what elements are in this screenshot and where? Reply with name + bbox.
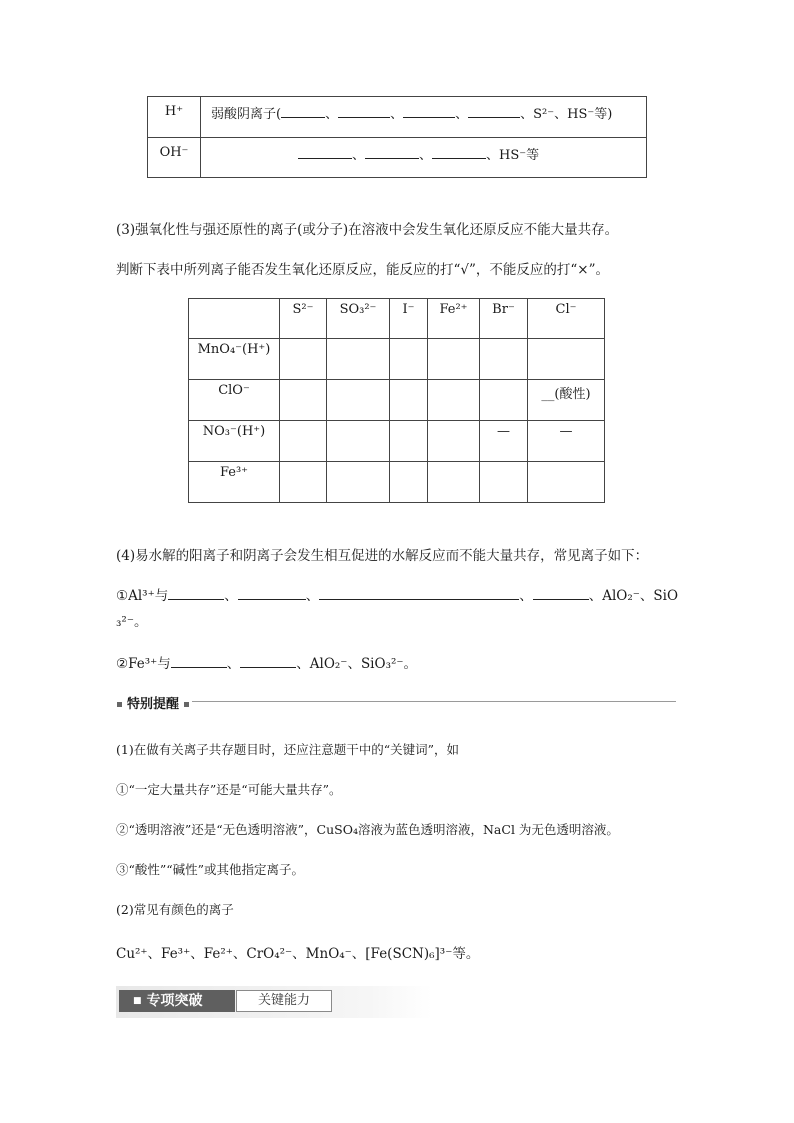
square-bullet-icon xyxy=(184,702,189,707)
blank-field[interactable] xyxy=(298,145,352,159)
reminder-header xyxy=(112,693,194,712)
table-row xyxy=(189,462,605,503)
header-cell: I⁻ xyxy=(390,299,428,339)
ion-cell: H⁺ xyxy=(148,97,201,138)
separator: 、 xyxy=(352,148,366,163)
answer-cell[interactable] xyxy=(428,380,480,421)
item-2-line xyxy=(116,652,417,672)
header-row xyxy=(189,299,605,339)
answer-cell[interactable] xyxy=(480,380,528,421)
blank-field[interactable] xyxy=(533,586,589,600)
answer-cell[interactable] xyxy=(327,380,390,421)
header-cell: Cl⁻ xyxy=(528,299,605,339)
section-banner-subtitle: 关键能力 xyxy=(236,990,332,1012)
answer-cell[interactable] xyxy=(428,421,480,462)
blank-field[interactable] xyxy=(171,654,227,668)
answer-cell[interactable] xyxy=(480,339,528,380)
item-2-prefix: ②Fe³⁺与 xyxy=(116,656,171,672)
square-marker-icon: ■ xyxy=(133,996,142,1006)
answer-cell[interactable] xyxy=(480,462,528,503)
blank-field[interactable] xyxy=(403,104,455,118)
answer-cell[interactable] xyxy=(528,339,605,380)
row-tail: 、S²⁻、HS⁻等) xyxy=(520,107,613,122)
content-cell xyxy=(201,97,647,138)
content-cell xyxy=(201,138,647,178)
blank-field[interactable] xyxy=(168,586,224,600)
section-banner-title xyxy=(119,990,235,1012)
answer-cell[interactable]: __(酸性) xyxy=(528,380,605,421)
separator: 、 xyxy=(455,107,469,122)
blank-field[interactable] xyxy=(240,654,296,668)
row-label: NO₃⁻(H⁺) xyxy=(189,421,280,462)
banner-title-text: 专项突破 xyxy=(146,993,203,1009)
separator: 、 xyxy=(305,588,320,604)
divider xyxy=(192,701,676,702)
answer-cell[interactable] xyxy=(390,462,428,503)
answer-cell[interactable] xyxy=(280,380,327,421)
row-label: Fe³⁺ xyxy=(189,462,280,503)
reminder-line-5: (2)常见有颜色的离子 xyxy=(116,902,234,917)
item-2-tail: 、AlO₂⁻、SiO₃²⁻。 xyxy=(296,656,418,672)
header-cell: SO₃²⁻ xyxy=(327,299,390,339)
answer-cell[interactable] xyxy=(280,421,327,462)
blank-field[interactable] xyxy=(468,104,520,118)
header-cell: S²⁻ xyxy=(280,299,327,339)
blank-field[interactable] xyxy=(432,145,486,159)
square-bullet-icon xyxy=(117,702,122,707)
answer-cell[interactable] xyxy=(428,339,480,380)
answer-cell[interactable] xyxy=(327,339,390,380)
header-cell: Br⁻ xyxy=(480,299,528,339)
answer-cell[interactable] xyxy=(280,339,327,380)
item-1-continuation: ₃²⁻。 xyxy=(116,614,148,630)
ion-cell: OH⁻ xyxy=(148,138,201,178)
answer-cell[interactable] xyxy=(428,462,480,503)
row-label: MnO₄⁻(H⁺) xyxy=(189,339,280,380)
reminder-line-1: (1)在做有关离子共存题目时，还应注意题干中的“关键词”，如 xyxy=(116,742,459,757)
answer-cell[interactable] xyxy=(390,339,428,380)
separator: 、 xyxy=(390,107,404,122)
row-label: ClO⁻ xyxy=(189,380,280,421)
answer-cell[interactable] xyxy=(327,421,390,462)
item-1-line xyxy=(116,584,678,604)
answer-cell[interactable]: — xyxy=(480,421,528,462)
corner-cell xyxy=(189,299,280,339)
reminder-title: 特别提醒 xyxy=(127,697,180,712)
separator: 、 xyxy=(226,656,241,672)
answer-cell[interactable]: — xyxy=(528,421,605,462)
blank-field[interactable] xyxy=(238,586,306,600)
paragraph-3-line-2: 判断下表中所列离子能否发生氧化还原反应，能反应的打“√”，不能反应的打“×”。 xyxy=(116,262,610,278)
answer-cell[interactable] xyxy=(280,462,327,503)
redox-table xyxy=(188,298,605,503)
answer-cell[interactable] xyxy=(390,421,428,462)
paragraph-4-intro: (4)易水解的阳离子和阴离子会发生相互促进的水解反应而不能大量共存，常见离子如下： xyxy=(116,548,649,564)
table-row xyxy=(148,97,647,138)
header-cell: Fe²⁺ xyxy=(428,299,480,339)
item-1-prefix: ①Al³⁺与 xyxy=(116,588,169,604)
table-row xyxy=(189,339,605,380)
paragraph-3-line-1: (3)强氧化性与强还原性的离子(或分子)在溶液中会发生氧化还原反应不能大量共存。 xyxy=(116,222,619,238)
separator: 、 xyxy=(325,107,339,122)
blank-field[interactable] xyxy=(338,104,390,118)
row-tail: 、HS⁻等 xyxy=(486,148,540,163)
table-row xyxy=(148,138,647,178)
answer-cell[interactable] xyxy=(327,462,390,503)
blank-field[interactable] xyxy=(365,145,419,159)
answer-cell[interactable] xyxy=(528,462,605,503)
blank-field[interactable] xyxy=(281,104,325,118)
reminder-line-3: ②“透明溶液”还是“无色透明溶液”，CuSO₄溶液为蓝色透明溶液，NaCl 为无色透明溶液。 xyxy=(116,822,619,837)
ion-table-1 xyxy=(147,96,647,178)
item-1-tail: 、AlO₂⁻、SiO xyxy=(588,588,679,604)
reminder-line-6: Cu²⁺、Fe³⁺、Fe²⁺、CrO₄²⁻、MnO₄⁻、[Fe(SCN)₆]³⁻等。 xyxy=(116,946,480,962)
separator: 、 xyxy=(419,148,433,163)
reminder-line-2: ①“一定大量共存”还是“可能大量共存”。 xyxy=(116,782,342,797)
reminder-line-4: ③“酸性”“碱性”或其他指定离子。 xyxy=(116,862,305,877)
weak-acid-label: 弱酸阴离子( xyxy=(211,107,282,122)
blank-field[interactable] xyxy=(319,586,519,600)
separator: 、 xyxy=(224,588,238,604)
answer-cell[interactable] xyxy=(390,380,428,421)
separator: 、 xyxy=(519,588,533,604)
table-row xyxy=(189,421,605,462)
table-row xyxy=(189,380,605,421)
